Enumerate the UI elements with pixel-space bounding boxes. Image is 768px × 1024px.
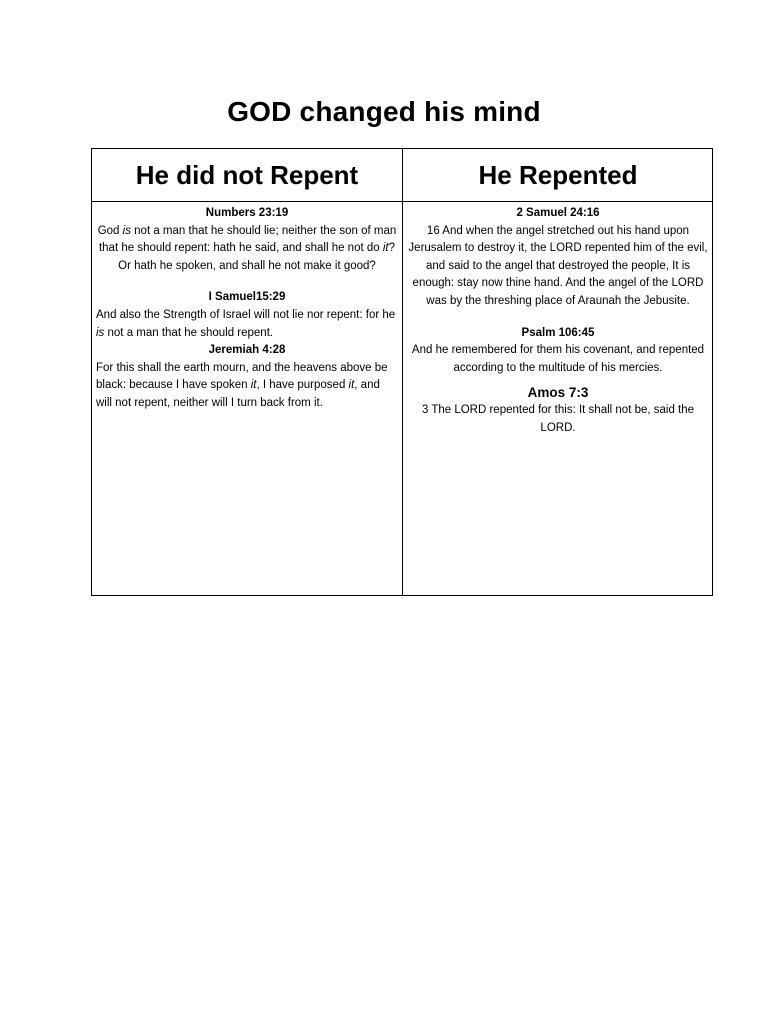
verse-text: And he remembered for them his covenant, and repented according to the multitude of his mercies.	[411, 344, 705, 374]
verse-reference: Numbers 23:19	[205, 207, 289, 219]
column-divider	[402, 149, 403, 595]
header-repented: He Repented	[478, 159, 638, 190]
verse-text: 3 The LORD repented for this: It shall not be, said the LORD.	[421, 403, 695, 434]
comparison-table	[91, 148, 713, 596]
page-title: GOD changed his mind	[227, 96, 541, 127]
verse-text: 16 And when the angel stretched out his hand upon Jerusalem to destroy it, the LORD repented him of the evil, and said to the angel that destroyed the people, It is enough: stay now thine hand. And the angel of the LORD was by the threshing place of Araunah the Jebusite.	[408, 224, 708, 307]
header-did-not-repent: He did not Repent	[135, 159, 359, 190]
verse-reference: I Samuel15:29	[208, 291, 286, 304]
verse-text: God is not a man that he should lie; neither the son of man that he should repent: hath he said, and shall he not do it? Or hath he spoken, and shall he not make it good?	[97, 224, 397, 272]
verse-reference: Psalm 106:45	[521, 326, 595, 339]
column-did-not-repent	[96, 205, 398, 413]
verse-reference: Amos 7:3	[527, 385, 589, 401]
verse-text: For this shall the earth mourn, and the heavens above be black: because I have spoken it, I have purposed it, and will not repent, neither will I turn back from it.	[96, 361, 388, 409]
verse-reference: 2 Samuel 24:16	[516, 207, 600, 219]
verse-reference: Jeremiah 4:28	[208, 344, 286, 357]
header-divider	[92, 201, 712, 202]
column-repented	[407, 205, 709, 437]
verse-text: And also the Strength of Israel will not lie nor repent: for he is not a man that he should repent.	[96, 308, 396, 339]
